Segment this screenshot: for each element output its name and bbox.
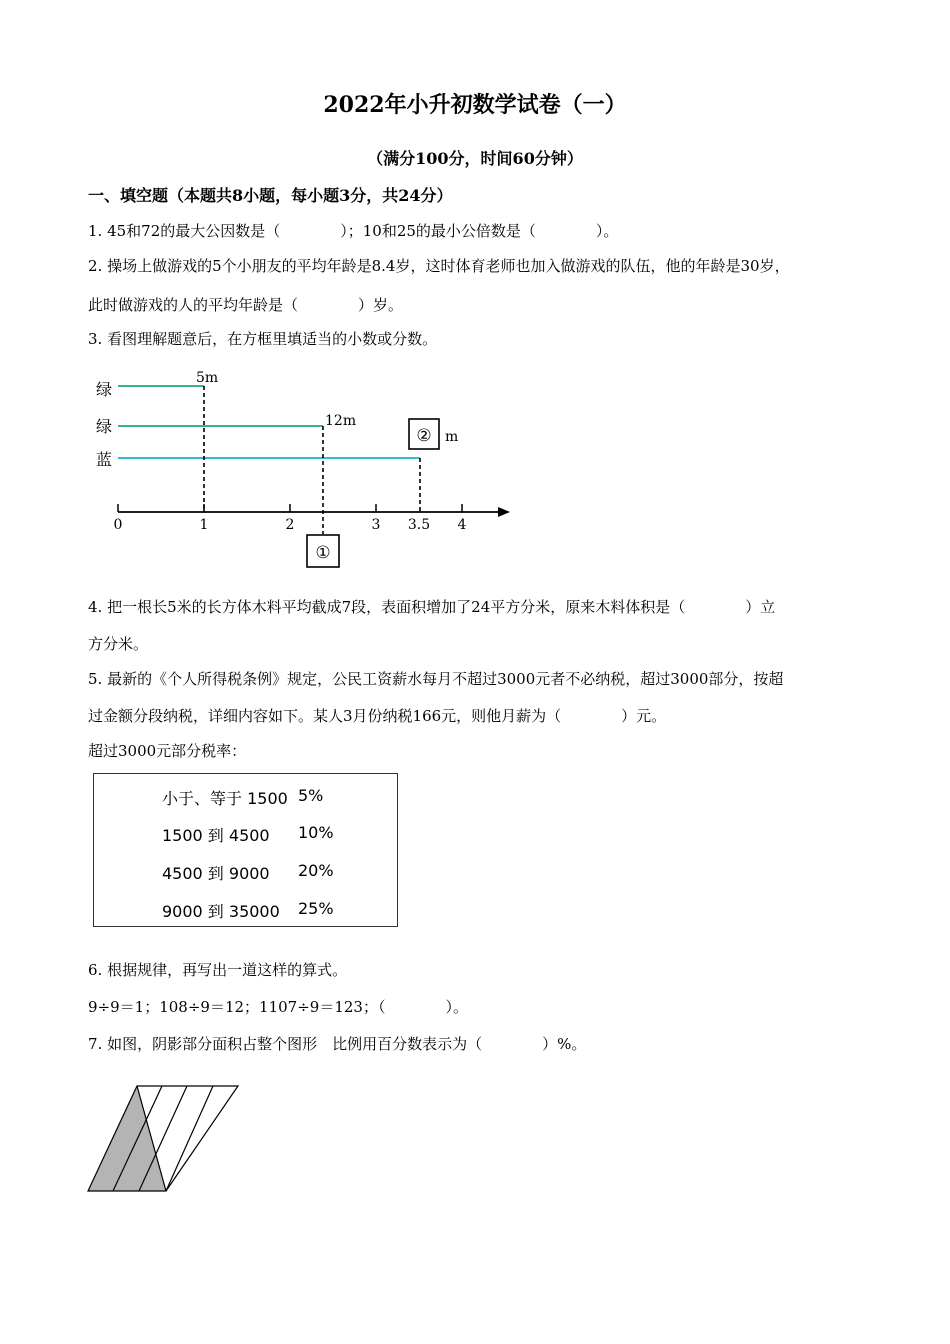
row-label-blue: 蓝 xyxy=(96,450,113,469)
question-4-line-1: 4. 把一根长5米的长方体木料平均截成7段，表面积增加了24平方分米，原来木料体积是（ ）立 xyxy=(88,598,776,616)
tax-range-4: 9000 到 35000 xyxy=(162,902,280,921)
tax-range-3: 4500 到 9000 xyxy=(162,864,270,883)
tax-rate-1: 5% xyxy=(298,786,324,805)
question-2-line-2: 此时做游戏的人的平均年龄是（ ）岁。 xyxy=(88,296,404,314)
parallelogram-figure xyxy=(80,1080,250,1200)
tick-label-1: 1 xyxy=(199,517,209,533)
question-1: 1. 45和72的最大公因数是（ ）；10和25的最小公倍数是（ ）。 xyxy=(88,222,619,240)
tick-label-3: 3 xyxy=(371,517,381,533)
page-title: 2022年小升初数学试卷（一） xyxy=(323,92,627,118)
tax-range-2: 1500 到 4500 xyxy=(162,826,270,845)
number-line-figure xyxy=(80,362,530,577)
answer-box-1-label: ① xyxy=(315,543,331,563)
question-3: 3. 看图理解题意后，在方框里填适当的小数或分数。 xyxy=(88,330,438,348)
tick-label-3-5: 3.5 xyxy=(407,517,431,533)
divider-4 xyxy=(166,1086,213,1191)
question-6-line-2: 9÷9＝1；108÷9＝12；1107÷9＝123；（ ）。 xyxy=(88,998,468,1016)
tax-rate-3: 20% xyxy=(298,861,334,880)
row-label-green-2: 绿 xyxy=(96,417,113,436)
mark-5m: 5m xyxy=(196,370,219,386)
tick-label-4: 4 xyxy=(457,517,467,533)
question-5-line-3: 超过3000元部分税率： xyxy=(88,742,247,760)
answer-box-2-label: ② xyxy=(416,426,432,446)
tick-label-0: 0 xyxy=(113,517,123,533)
question-7: 7. 如图，阴影部分面积占整个图形 比例用百分数表示为（ ）%。 xyxy=(88,1035,587,1053)
unit-m: m xyxy=(445,429,459,445)
tax-rate-2: 10% xyxy=(298,823,334,842)
tax-rate-table xyxy=(93,773,398,927)
question-5-line-1: 5. 最新的《个人所得税条例》规定，公民工资薪水每月不超过3000元者不必纳税，超过3000部分，按超 xyxy=(88,670,784,688)
axis-arrow xyxy=(498,507,510,517)
question-2-line-1: 2. 操场上做游戏的5个小朋友的平均年龄是8.4岁，这时体育老师也加入做游戏的队伍，他的年龄是30岁， xyxy=(88,257,790,275)
tax-rate-4: 25% xyxy=(298,899,334,918)
tax-range-1: 小于、等于 1500 xyxy=(162,789,288,808)
question-6-line-1: 6. 根据规律，再写出一道这样的算式。 xyxy=(88,961,348,979)
row-label-green-1: 绿 xyxy=(96,380,113,399)
question-4-line-2: 方分米。 xyxy=(88,635,149,653)
mark-12m: 12m xyxy=(325,413,357,429)
tick-label-2: 2 xyxy=(285,517,295,533)
question-5-line-2: 过金额分段纳税，详细内容如下。某人3月份纳税166元，则他月薪为（ ）元。 xyxy=(88,707,667,725)
page-subtitle: （满分100分，时间60分钟） xyxy=(367,149,583,168)
section-heading: 一、填空题（本题共8小题，每小题3分，共24分） xyxy=(88,186,453,205)
